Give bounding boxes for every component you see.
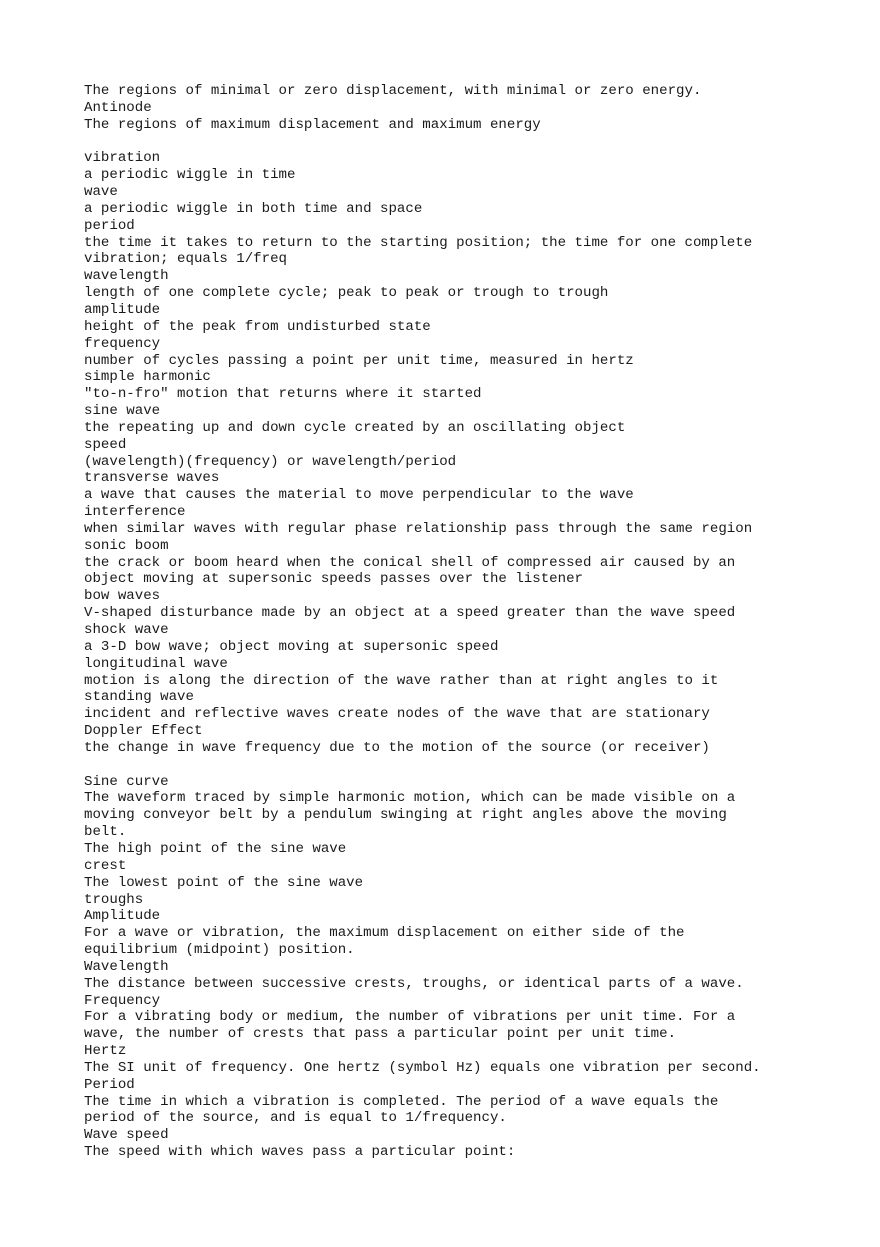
text-line: moving conveyor belt by a pendulum swinging at right angles above the moving: [84, 807, 727, 824]
text-line: V-shaped disturbance made by an object at a speed greater than the wave speed: [84, 605, 736, 622]
text-line: The speed with which waves pass a particular point:: [84, 1144, 516, 1161]
term-line: crest: [84, 857, 127, 874]
text-line: The distance between successive crests, troughs, or identical parts of a wave.: [84, 975, 744, 992]
term-line: sonic boom: [84, 537, 169, 554]
term-line: bow waves: [84, 588, 161, 605]
text-line: For a wave or vibration, the maximum displacement on either side of the: [84, 925, 685, 942]
term-line: Doppler Effect: [84, 723, 203, 740]
text-line: when similar waves with regular phase relationship pass through the same region: [84, 520, 753, 537]
text-line: the change in wave frequency due to the motion of the source (or receiver): [84, 739, 710, 756]
text-line: The high point of the sine wave: [84, 840, 347, 857]
text-line: height of the peak from undisturbed state: [84, 318, 431, 335]
text-line: a periodic wiggle in time: [84, 167, 296, 184]
text-line: For a vibrating body or medium, the number of vibrations per unit time. For a: [84, 1009, 736, 1026]
term-line: interference: [84, 504, 186, 521]
text-line: (wavelength)(frequency) or wavelength/period: [84, 453, 457, 470]
text-line: a 3-D bow wave; object moving at supersonic speed: [84, 638, 499, 655]
term-line: sine wave: [84, 403, 161, 420]
blank-line: [84, 134, 874, 151]
term-line: wave: [84, 184, 118, 201]
text-line: vibration; equals 1/freq: [84, 251, 287, 268]
text-line: a wave that causes the material to move perpendicular to the wave: [84, 487, 634, 504]
term-line: Frequency: [84, 992, 161, 1009]
text-line: incident and reflective waves create nodes of the wave that are stationary: [84, 706, 710, 723]
term-line: wavelength: [84, 268, 169, 285]
text-line: equilibrium (midpoint) position.: [84, 942, 355, 959]
text-line: wave, the number of crests that pass a particular point per unit time.: [84, 1026, 677, 1043]
text-line: The lowest point of the sine wave: [84, 874, 364, 891]
text-line: motion is along the direction of the wave rather than at right angles to it: [84, 672, 719, 689]
term-line: troughs: [84, 891, 144, 908]
term-line: vibration: [84, 150, 161, 167]
text-line: object moving at supersonic speeds passes over the listener: [84, 571, 583, 588]
term-line: speed: [84, 436, 127, 453]
term-line: shock wave: [84, 622, 169, 638]
term-line: amplitude: [84, 301, 161, 318]
term-line: Amplitude: [84, 908, 161, 925]
text-line: length of one complete cycle; peak to peak or trough to trough: [84, 285, 609, 302]
term-line: standing wave: [84, 689, 194, 706]
term-line: Wave speed: [84, 1127, 169, 1144]
text-line: a periodic wiggle in both time and space: [84, 200, 423, 217]
text-line: The regions of minimal or zero displacement, with minimal or zero energy.: [84, 83, 702, 99]
term-line: Hertz: [84, 1043, 127, 1060]
text-line: the time it takes to return to the starting position; the time for one complete: [84, 234, 753, 251]
text-line: belt.: [84, 824, 127, 841]
text-line: number of cycles passing a point per unit time, measured in hertz: [84, 352, 634, 369]
term-line: Period: [84, 1076, 135, 1093]
term-line: simple harmonic: [84, 369, 211, 386]
text-line: The regions of maximum displacement and maximum energy: [84, 116, 541, 133]
term-line: Wavelength: [84, 958, 169, 975]
term-line: frequency: [84, 335, 161, 352]
text-line: the crack or boom heard when the conical shell of compressed air caused by an: [84, 554, 736, 571]
text-line: "to-n-fro" motion that returns where it started: [84, 386, 482, 403]
text-line: The SI unit of frequency. One hertz (symbol Hz) equals one vibration per second.: [84, 1059, 761, 1076]
text-line: period of the source, and is equal to 1/frequency.: [84, 1110, 507, 1127]
term-line: transverse waves: [84, 470, 220, 487]
document-page: [84, 83, 874, 1161]
text-line: the repeating up and down cycle created by an oscillating object: [84, 419, 626, 436]
term-line: period: [84, 217, 135, 234]
blank-line: [84, 757, 874, 774]
text-line: The time in which a vibration is completed. The period of a wave equals the: [84, 1093, 719, 1110]
term-line: Sine curve: [84, 773, 169, 790]
text-line: The waveform traced by simple harmonic motion, which can be made visible on a: [84, 790, 736, 807]
term-line: longitudinal wave: [84, 655, 228, 672]
term-line: Antinode: [84, 99, 152, 116]
